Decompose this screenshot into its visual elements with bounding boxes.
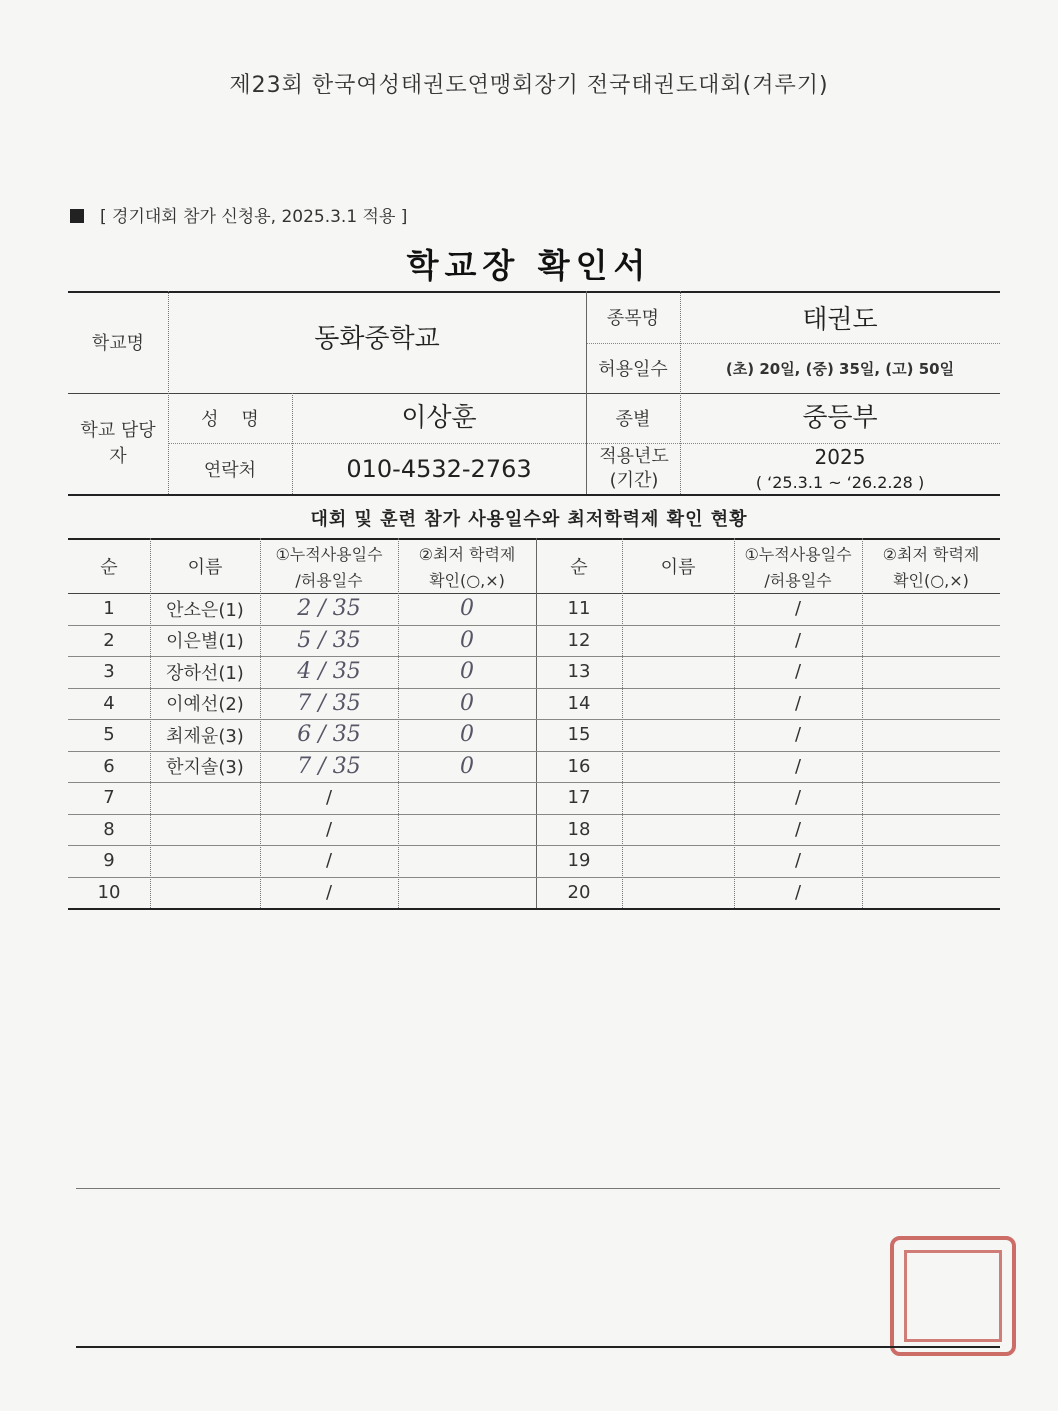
row-name [622,814,734,846]
header-name: 이름 [187,556,223,578]
row-name: 한지솔(3) [166,757,244,779]
header-no: 순 [570,556,588,578]
summary-heading: 대회 및 훈련 참가 사용일수와 최저학력제 확인 현황 [310,509,748,530]
header-no: 순 [100,556,118,578]
division-label: 종별 [615,409,651,430]
row-check [862,593,1000,625]
application-tag [70,202,407,227]
row-days: / [794,755,802,777]
row-check [862,656,1000,688]
row-name [622,625,734,657]
header-min-line1: ②최저 학력제 [882,544,980,564]
row-check [862,814,1000,846]
name-label: 성 명 [201,409,259,430]
row-days: / [325,881,333,903]
row-days: / [794,598,802,620]
row-no: 19 [567,850,591,872]
contact-value: 010-4532-2763 [346,454,532,483]
row-days: 6 / 35 [297,722,361,748]
row-days: 7 / 35 [297,690,361,716]
header-days-line2: /허용일수 [295,570,363,590]
row-check [862,688,1000,720]
row-no: 1 [103,598,115,620]
row-no: 4 [103,692,115,714]
row-no: 11 [567,598,591,620]
row-check [398,877,536,909]
row-no: 5 [103,724,115,746]
row-name [150,877,260,909]
header-name: 이름 [660,556,696,578]
row-name [622,845,734,877]
row-days: / [325,818,333,840]
row-no: 15 [567,724,591,746]
row-days: / [794,724,802,746]
row-no: 2 [103,629,115,651]
division-value: 중등부 [802,402,878,433]
event-title: 제23회 한국여성태권도연맹회장기 전국태권도대회(겨루기) [229,73,829,98]
row-days: / [794,661,802,683]
row-name: 이은별(1) [166,631,244,653]
row-name [150,782,260,814]
row-check [398,782,536,814]
event-value: 태권도 [802,304,878,335]
row-no: 18 [567,818,591,840]
school-value: 동화중학교 [314,323,440,354]
row-no: 14 [567,692,591,714]
row-days: / [794,787,802,809]
row-days: 7 / 35 [297,753,361,779]
document-title: 학교장 확인서 [406,246,652,285]
row-name [622,656,734,688]
row-name [150,814,260,846]
row-check [862,751,1000,783]
row-no: 20 [567,881,591,903]
row-days: / [794,850,802,872]
row-days: / [325,850,333,872]
header-days-line2: /허용일수 [764,570,832,590]
row-check [862,782,1000,814]
row-name: 장하선(1) [166,662,244,684]
row-days: / [325,787,333,809]
header-min-line1: ②최저 학력제 [418,544,516,564]
square-bullet-icon [70,209,84,223]
year-label: 적용년도 (기간) [599,445,669,491]
row-no: 3 [103,661,115,683]
row-name: 최제윤(3) [166,725,244,747]
row-days: / [794,881,802,903]
row-days: / [794,692,802,714]
event-label: 종목명 [606,308,660,329]
row-no: 9 [103,850,115,872]
row-no: 7 [103,787,115,809]
row-name [622,751,734,783]
row-name [622,688,734,720]
row-check [398,814,536,846]
row-check: 0 [460,690,474,716]
row-days: 2 / 35 [297,596,361,622]
header-min-line2: 확인(○,×) [429,570,505,590]
row-days: 4 / 35 [297,659,361,685]
year-value: 2025 [814,444,866,469]
allowed-days-value: (초) 20일, (중) 35일, (고) 50일 [725,359,955,378]
row-days: 5 / 35 [297,627,361,653]
row-name [622,719,734,751]
row-check [862,845,1000,877]
row-no: 8 [103,818,115,840]
allowed-days-label: 허용일수 [598,359,668,380]
period-value: ( ‘25.3.1 ~ ‘26.2.28 ) [755,472,925,492]
header-days-line1: ①누적사용일수 [275,544,383,564]
row-no: 6 [103,755,115,777]
row-name: 이예선(2) [166,694,244,716]
name-value: 이상훈 [401,402,477,433]
row-no: 17 [567,787,591,809]
row-no: 10 [97,881,121,903]
row-days: / [794,629,802,651]
application-tag-text: [ 경기대회 참가 신청용, 2025.3.1 적용 ] [100,207,408,227]
row-name: 안소은(1) [166,599,244,621]
row-check: 0 [460,659,474,685]
row-no: 12 [567,629,591,651]
row-days: / [794,818,802,840]
official-seal [890,1236,1016,1356]
row-name [622,782,734,814]
row-check: 0 [460,627,474,653]
row-check [398,845,536,877]
school-label: 학교명 [91,333,145,354]
row-name [150,845,260,877]
row-no: 13 [567,661,591,683]
row-check: 0 [460,596,474,622]
row-name [622,593,734,625]
row-check: 0 [460,753,474,779]
row-name [622,877,734,909]
row-no: 16 [567,755,591,777]
row-check: 0 [460,722,474,748]
header-days-line1: ①누적사용일수 [744,544,852,564]
row-check [862,719,1000,751]
row-check [862,625,1000,657]
row-check [862,877,1000,909]
manager-label: 학교 담당자 [80,419,156,467]
header-min-line2: 확인(○,×) [893,570,969,590]
contact-label: 연락처 [203,459,257,481]
